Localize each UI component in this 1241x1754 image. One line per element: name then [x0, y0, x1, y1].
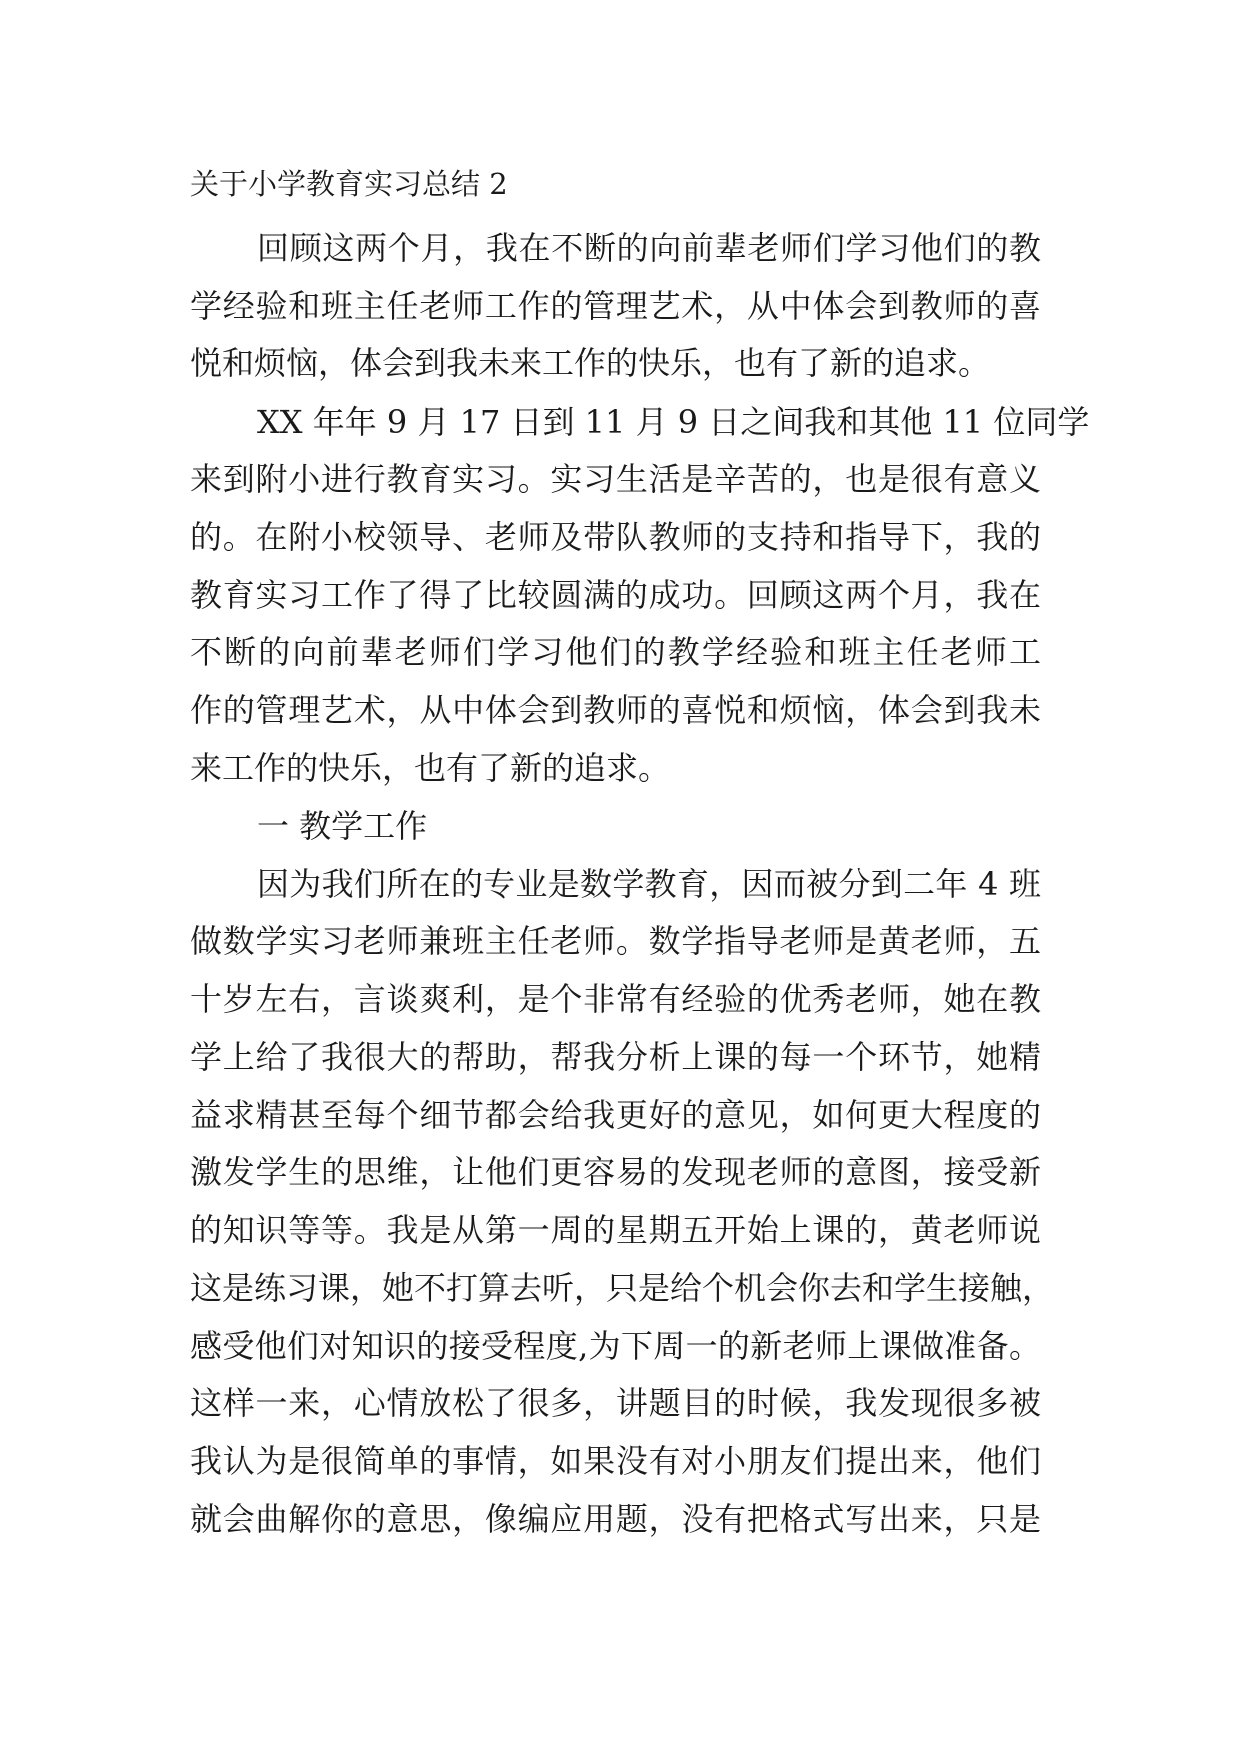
paragraph-line: 这是练习课，她不打算去听，只是给个机会你去和学生接触，: [190, 1269, 1055, 1307]
paragraph-line: 的。在附小校领导、老师及带队教师的支持和指导下，我的: [190, 518, 1041, 556]
paragraph-line: 学经验和班主任老师工作的管理艺术，从中体会到教师的喜: [190, 287, 1041, 325]
paragraph-line: 感受他们对知识的接受程度,为下周一的新老师上课做准备。: [190, 1327, 1041, 1365]
paragraph-line: 悦和烦恼，体会到我未来工作的快乐，也有了新的追求。: [190, 344, 991, 382]
paragraph-line: 因为我们所在的专业是数学教育，因而被分到二年 4 班: [257, 865, 1041, 903]
section-heading: 一 教学工作: [257, 807, 428, 845]
paragraph-line: 我认为是很简单的事情，如果没有对小朋友们提出来，他们: [190, 1442, 1041, 1480]
paragraph-line: 学上给了我很大的帮助，帮我分析上课的每一个环节，她精: [190, 1038, 1041, 1076]
paragraph-line: 教育实习工作了得了比较圆满的成功。回顾这两个月，我在: [190, 576, 1041, 614]
paragraph-line: 十岁左右，言谈爽利，是个非常有经验的优秀老师，她在教: [190, 980, 1041, 1018]
paragraph-line: 来到附小进行教育实习。实习生活是辛苦的，也是很有意义: [190, 460, 1041, 498]
document-title: 关于小学教育实习总结 2: [190, 167, 508, 201]
paragraph-line: 不断的向前辈老师们学习他们的教学经验和班主任老师工: [190, 633, 1041, 671]
paragraph-line: 来工作的快乐，也有了新的追求。: [190, 749, 671, 787]
paragraph-line: 的知识等等。我是从第一周的星期五开始上课的，黄老师说: [190, 1211, 1041, 1249]
paragraph-line: 做数学实习老师兼班主任老师。数学指导老师是黄老师，五: [190, 922, 1041, 960]
paragraph-line: 回顾这两个月，我在不断的向前辈老师们学习他们的教: [257, 229, 1041, 267]
paragraph-line: XX 年年 9 月 17 日到 11 月 9 日之间我和其他 11 位同学: [257, 403, 1090, 441]
paragraph-line: 就会曲解你的意思，像编应用题，没有把格式写出来，只是: [190, 1500, 1041, 1538]
paragraph-line: 作的管理艺术，从中体会到教师的喜悦和烦恼，体会到我未: [190, 691, 1041, 729]
paragraph-line: 激发学生的思维，让他们更容易的发现老师的意图，接受新: [190, 1153, 1041, 1191]
paragraph-line: 这样一来，心情放松了很多，讲题目的时候，我发现很多被: [190, 1384, 1041, 1422]
paragraph-line: 益求精甚至每个细节都会给我更好的意见，如何更大程度的: [190, 1096, 1041, 1134]
